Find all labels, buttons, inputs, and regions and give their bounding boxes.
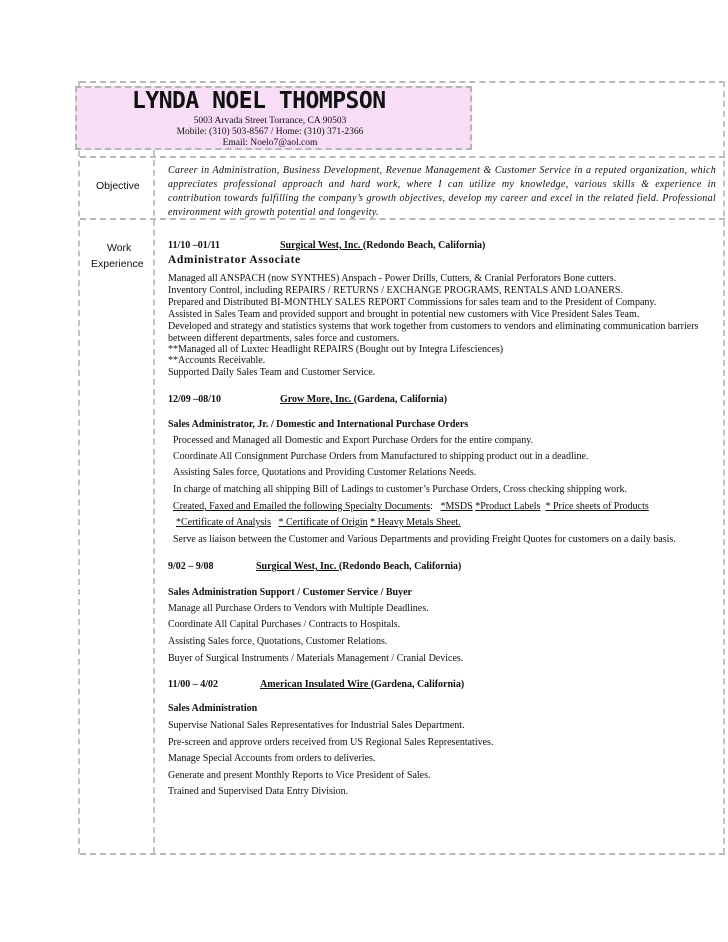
section-column-divider	[153, 150, 155, 853]
job-duty: Developed and strategy and statistics systems that work together from customers to vendors and eliminating communication barriers	[168, 321, 699, 332]
specialty-docs-line-2	[176, 517, 461, 529]
job-duty: Coordinate All Consignment Purchase Orders from Manufactured to shipping product out in a deadline.	[173, 451, 589, 462]
job-duty: Coordinate All Capital Purchases / Contracts to Hospitals.	[168, 619, 401, 630]
job-dates: 12/09 –08/10	[168, 394, 222, 405]
job-duty: Serve as liaison between the Customer and Various Departments and providing Freight Quotes for customers on a daily basis.	[173, 534, 676, 545]
job-duty: Trained and Supervised Data Entry Division.	[168, 786, 349, 797]
specialty-docs-intro: Created, Faxed and Emailed the following Specialty Documents	[173, 501, 431, 512]
contact-phones: Mobile: (310) 503-8567 / Home: (310) 371-2366	[176, 127, 364, 137]
specialty-doc: *Product Labels	[475, 501, 541, 512]
job-title: Sales Administrator, Jr. / Domestic and International Purchase Orders	[168, 419, 469, 430]
experience-label: Experience	[91, 258, 144, 270]
bottom-divider	[80, 853, 725, 855]
applicant-name: LYNDA NOEL THOMPSON	[132, 88, 386, 114]
job-location: (Gardena, California)	[370, 679, 465, 690]
job-company: Surgical West, Inc.	[256, 561, 339, 572]
job-dates: 11/10 –01/11	[168, 240, 220, 251]
right-frame-line	[723, 81, 725, 854]
contact-email: Email: Noelo7@aol.com	[222, 138, 318, 148]
job-title: Sales Administration Support / Customer Service / Buyer	[168, 587, 412, 598]
top-divider	[80, 81, 725, 83]
job-company-line	[280, 394, 447, 406]
specialty-doc: * Price sheets of Products	[545, 501, 649, 512]
job-duty: Manage Special Accounts from orders to deliveries.	[168, 753, 376, 764]
job-company: American Insulated Wire	[260, 679, 371, 690]
job-location: (Gardena, California)	[353, 394, 448, 405]
specialty-doc: * Certificate of Origin	[278, 517, 368, 528]
job-title: Sales Administration	[168, 703, 258, 714]
job-duty: **Accounts Receivable.	[168, 355, 266, 366]
work-label: Work	[107, 242, 132, 254]
job-duty: Inventory Control, including REPAIRS / RETURNS / EXCHANGE PROGRAMS, RENTALS AND LOANERS.	[168, 285, 623, 296]
specialty-docs-line: Created, Faxed and Emailed the following Specialty Documents: *MSDS *Product Labels * Price sheets of Products	[173, 501, 649, 512]
contact-address: 5003 Arvada Street Torrance, CA 90503	[193, 116, 347, 126]
job-company-line	[280, 240, 485, 252]
job-dates: 9/02 – 9/08	[168, 561, 214, 572]
job-duty: Supported Daily Sales Team and Customer Service.	[168, 367, 376, 378]
job-title: Administrator Associate	[168, 254, 301, 266]
left-frame-line	[78, 81, 80, 854]
job-duty: In charge of matching all shipping Bill of Ladings to customer’s Purchase Orders, Cross checking shipping work.	[173, 484, 627, 495]
job-duty: Supervise National Sales Representatives for Industrial Sales Department.	[168, 720, 465, 731]
job-duty: Manage all Purchase Orders to Vendors with Multiple Deadlines.	[168, 603, 429, 614]
specialty-doc: * Heavy Metals Sheet.	[370, 517, 461, 528]
job-duty: **Managed all of Luxtec Headlight REPAIRS (Bought out by Integra Lifesciences)	[168, 344, 504, 355]
objective-label: Objective	[96, 180, 140, 192]
header-divider	[80, 156, 725, 158]
job-duty: Generate and present Monthly Reports to Vice President of Sales.	[168, 770, 431, 781]
job-duty: between different departments, sales force and customers.	[168, 333, 400, 344]
job-location: (Redondo Beach, California)	[338, 561, 462, 572]
job-location: (Redondo Beach, California)	[362, 240, 486, 251]
specialty-doc: *MSDS	[440, 501, 473, 512]
job-duty: Prepared and Distributed BI-MONTHLY SALES REPORT Commissions for sales team and to the President of Company.	[168, 297, 657, 308]
job-duty: Assisting Sales force, Quotations and Providing Customer Relations Needs.	[173, 467, 477, 478]
job-duty: Pre-screen and approve orders received from US Regional Sales Representatives.	[168, 737, 494, 748]
job-duty: Managed all ANSPACH (now SYNTHES) Anspach - Power Drills, Cutters, & Cranial Perforators Bone cutters.	[168, 273, 617, 284]
job-duty: Processed and Managed all Domestic and Export Purchase Orders for the entire company.	[173, 435, 534, 446]
job-company: Grow More, Inc.	[280, 394, 354, 405]
specialty-doc: *Certificate of Analysis	[176, 517, 271, 528]
job-company-line	[256, 561, 461, 573]
job-company-line	[260, 679, 464, 691]
objective-text: Career in Administration, Business Development, Revenue Management & Customer Service in a reputed organization, which appreciates professional approach and hard work, where I can utilize my knowledge, various skills & experience in contribution towards fulfilling the company’s growth objectives, develop my career and excel in the related field. Professional environment with growth potential and longevity.	[168, 165, 716, 218]
job-duty: Assisting Sales force, Quotations, Customer Relations.	[168, 636, 388, 647]
job-company: Surgical West, Inc.	[280, 240, 363, 251]
job-duty: Assisted in Sales Team and provided support and brought in potential new customers with Vice President Sales Team.	[168, 309, 640, 320]
job-dates: 11/00 – 4/02	[168, 679, 219, 690]
job-duty: Buyer of Surgical Instruments / Materials Management / Cranial Devices.	[168, 653, 464, 664]
